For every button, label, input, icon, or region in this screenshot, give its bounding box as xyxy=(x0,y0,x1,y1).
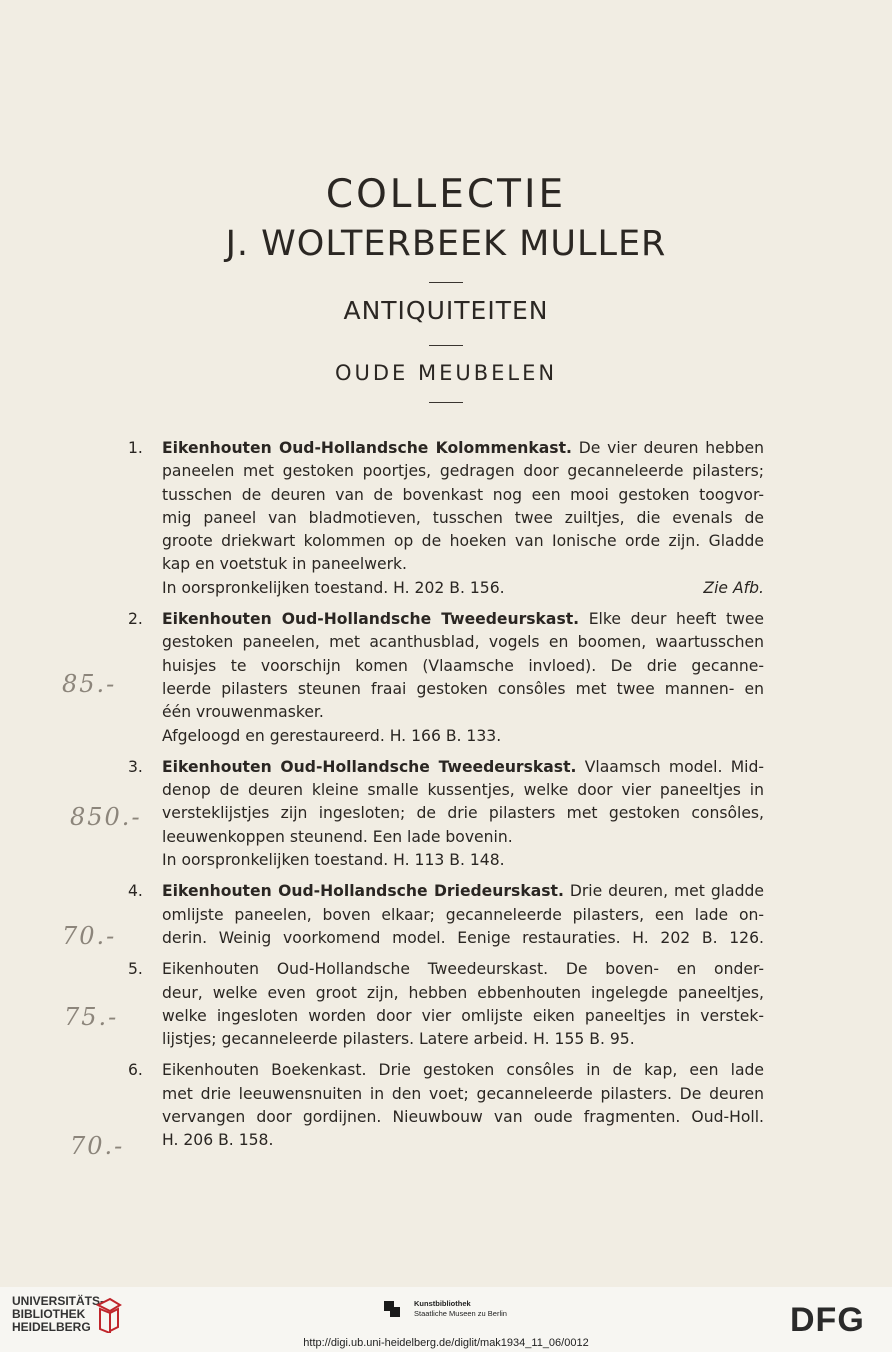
entry-condition-line xyxy=(162,577,764,600)
entry-number: 1. xyxy=(128,439,143,457)
collection-title: COLLECTIE xyxy=(325,172,567,217)
entry-title: Eikenhouten Oud-Hollandsche Tweedeurskast. xyxy=(162,610,580,629)
entry-line: vervangen door gordijnen. Nieuwbouw van oude fragmenten. Oud-Holl. xyxy=(162,1108,764,1127)
entry-line: tusschen de deuren van de bovenkast nog een mooi gestoken toogvor- xyxy=(162,485,764,504)
handwritten-price-note: 85.- xyxy=(62,670,117,698)
entry-line: leerde pilasters steunen fraai gestoken consôles met twee mannen- en xyxy=(162,679,764,698)
university-library-logo xyxy=(12,1295,104,1334)
section-title: ANTIQUITEITEN xyxy=(343,296,549,325)
entry-line: met drie leeuwensnuiten in den voet; gecanneleerde pilasters. De deuren xyxy=(162,1084,764,1103)
subsection-title: OUDE MEUBELEN xyxy=(334,361,558,385)
catalogue-entry xyxy=(128,756,764,872)
entry-title: Eikenhouten Oud-Hollandsche Driedeurskast. xyxy=(162,882,564,901)
entry-text: Drie deuren, met gladde xyxy=(563,882,765,901)
logo-text: Staatliche Museen zu Berlin xyxy=(414,1309,507,1318)
catalogue-entry xyxy=(128,880,764,950)
divider-rule xyxy=(429,345,463,346)
entry-line: groote driekwart kolommen op de hoeken van Ionische orde zijn. Gladde xyxy=(162,532,764,551)
entry-line: gestoken paneelen, met acanthusblad, vogels en boomen, waartusschen xyxy=(162,633,764,652)
entry-line: huisjes te voorschijn komen (Vlaamsche invloed). De drie gecanne- xyxy=(162,656,764,675)
entry-number: 2. xyxy=(128,610,143,629)
divider-rule xyxy=(429,282,463,283)
collector-name: J. WOLTERBEEK MULLER xyxy=(225,224,667,264)
entry-title: Eikenhouten Oud-Hollandsche Kolommenkast. xyxy=(162,439,572,457)
entry-line: lijstjes; gecanneleerde pilasters. Latere arbeid. H. 155 B. 95. xyxy=(162,1030,635,1049)
catalogue-entries xyxy=(128,437,764,1161)
entry-line: één vrouwenmasker. xyxy=(162,703,324,722)
entry-number: 4. xyxy=(128,882,143,901)
catalogue-entry xyxy=(128,608,764,748)
entry-line: versteklijstjes zijn ingesloten; de drie pilasters met gestoken consôles, xyxy=(162,804,764,823)
handwritten-price-note: 70.- xyxy=(62,922,117,950)
source-url[interactable]: http://digi.ub.uni-heidelberg.de/diglit/mak1934_11_06/0012 xyxy=(303,1337,589,1349)
university-library-mark-icon xyxy=(96,1295,122,1333)
entry-text: Vlaamsch model. Mid- xyxy=(576,757,765,776)
entry-first-line: Eikenhouten Oud-Hollandsche Tweedeurskast. De boven- en onder- xyxy=(162,960,764,979)
entry-line: mig paneel van bladmotieven, tusschen twee zuiltjes, die evenals de xyxy=(162,508,764,527)
entry-number: 6. xyxy=(128,1061,143,1080)
handwritten-price-note: 850.- xyxy=(70,803,142,831)
entry-condition: In oorspronkelijken toestand. H. 202 B. 156. xyxy=(162,578,505,597)
logo-text: HEIDELBERG xyxy=(12,1320,91,1334)
entry-number: 3. xyxy=(128,757,143,776)
entry-line: denop de deuren kleine smalle kussentjes, welke door vier paneeltjes in xyxy=(162,781,764,800)
entry-number: 5. xyxy=(128,960,143,979)
figure-reference: Zie Afb. xyxy=(703,578,764,597)
entry-first-line xyxy=(162,756,764,779)
footer-bar xyxy=(0,1287,892,1352)
entry-line: paneelen met gestoken poortjes, gedragen door gecanneleerde pilasters; xyxy=(162,462,764,481)
entry-condition: In oorspronkelijken toestand. H. 113 B. 148. xyxy=(162,851,505,870)
entry-line: deur, welke even groot zijn, hebben ebbenhouten ingelegde paneeltjes, xyxy=(162,983,764,1002)
entry-condition: Afgeloogd en gerestaureerd. H. 166 B. 133. xyxy=(162,726,502,745)
entry-text: De vier deuren hebben xyxy=(571,439,764,457)
entry-line: welke ingesloten worden door vier omlijste eiken paneeltjes in verstek- xyxy=(162,1006,764,1025)
entry-first-line: Eikenhouten Boekenkast. Drie gestoken consôles in de kap, een lade xyxy=(162,1061,764,1080)
kunstbibliothek-logo xyxy=(382,1299,507,1319)
entry-line: kap en voetstuk in paneelwerk. xyxy=(162,555,407,574)
logo-text: BIBLIOTHEK xyxy=(12,1307,86,1321)
catalogue-entry xyxy=(128,437,764,600)
dfg-logo: DFG xyxy=(790,1301,865,1339)
entry-first-line xyxy=(162,880,764,903)
entry-title: Eikenhouten Oud-Hollandsche Tweedeurskast. xyxy=(162,757,577,776)
entry-first-line xyxy=(162,437,764,460)
logo-text: UNIVERSITÄTS- xyxy=(12,1294,105,1308)
entry-line: derin. Weinig voorkomend model. Eenige restauraties. H. 202 B. 126. xyxy=(162,928,764,947)
entry-line: leeuwenkoppen steunend. Een lade bovenin. xyxy=(162,827,513,846)
catalogue-entry xyxy=(128,1059,764,1152)
handwritten-price-note: 70.- xyxy=(70,1132,125,1160)
entry-line: H. 206 B. 158. xyxy=(162,1131,274,1150)
logo-text: Kunstbibliothek xyxy=(414,1299,471,1308)
handwritten-price-note: 75.- xyxy=(64,1003,119,1031)
entry-line: omlijste paneelen, boven elkaar; gecanneleerde pilasters, een lade on- xyxy=(162,905,764,924)
entry-text: Elke deur heeft twee xyxy=(579,610,765,629)
entry-first-line xyxy=(162,608,764,631)
catalogue-entry xyxy=(128,958,764,1051)
divider-rule xyxy=(429,402,463,403)
